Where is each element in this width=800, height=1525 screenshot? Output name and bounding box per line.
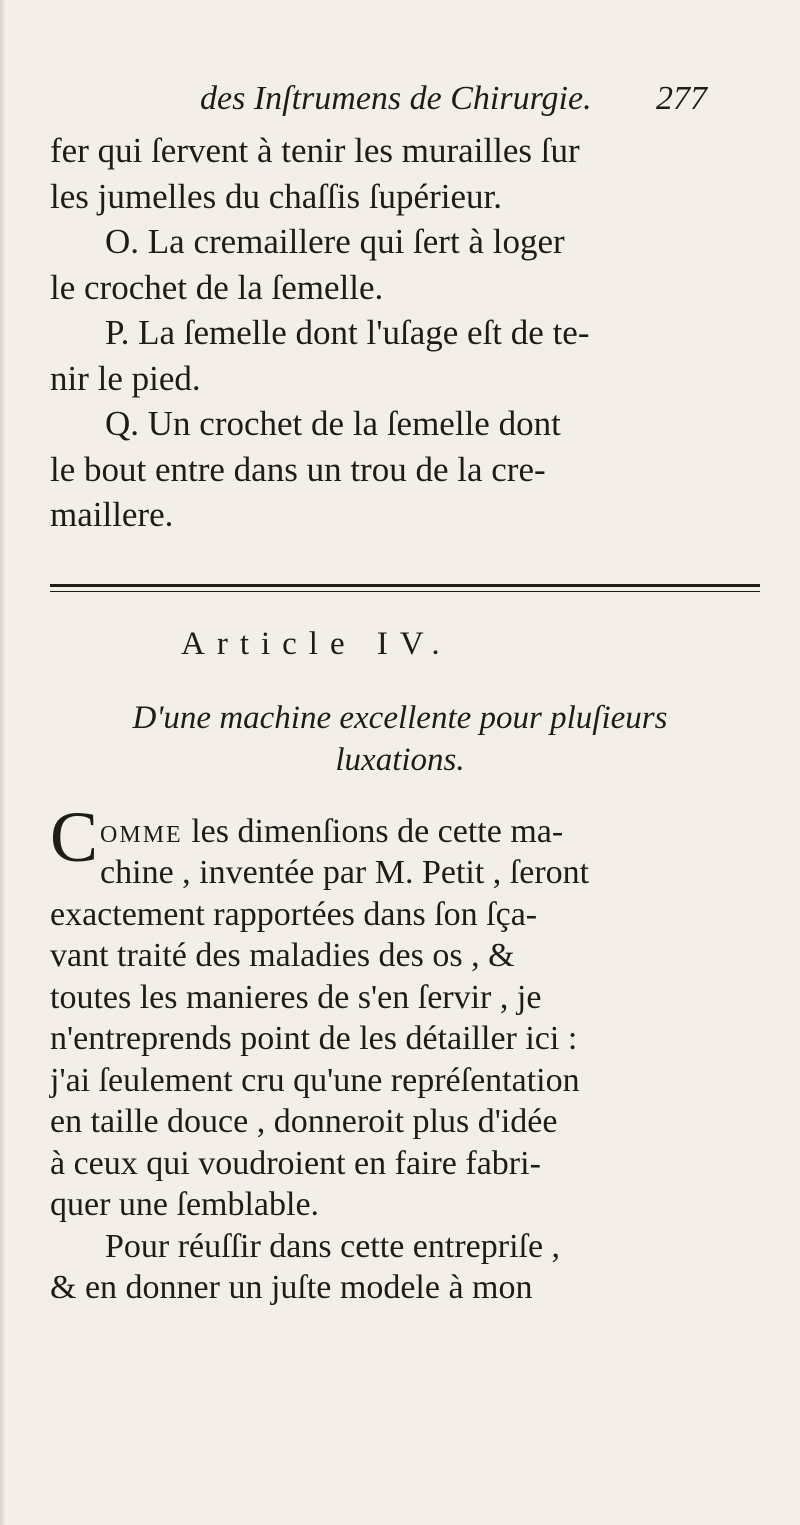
text-line: toutes les manieres de s'en ſervir , je	[50, 978, 542, 1016]
text-line: les jumelles du chaſſis ſupérieur.	[50, 176, 502, 216]
text-line: Q. Un crochet de la ſemelle dont	[105, 404, 561, 443]
running-head-title: des Inſtrumens de Chirurgie.	[200, 80, 592, 117]
text-line: quer une ſemblable.	[50, 1186, 320, 1223]
text-line: chine , inventée par M. Petit , ſeront	[100, 854, 590, 891]
book-page	[50, 80, 765, 1309]
article-subtitle	[50, 697, 750, 781]
section-divider	[50, 584, 765, 592]
divider-thick-rule	[50, 584, 760, 587]
top-paragraphs	[50, 128, 765, 538]
article-body	[50, 796, 765, 1309]
drop-cap: C	[50, 796, 99, 877]
first-line-text: les dimenſions de cette ma-	[182, 812, 564, 850]
page-edge-shadow	[0, 0, 6, 1525]
article-subtitle-line: luxations.	[335, 741, 465, 778]
text-line: n'entreprends point de les détailler ici :	[50, 1020, 578, 1057]
article-subtitle-line: D'une machine excellente pour pluſieurs	[132, 699, 668, 736]
text-line: en taille douce , donneroit plus d'idée	[50, 1103, 558, 1140]
text-line: j'ai ſeulement cru qu'une repréſentation	[50, 1061, 580, 1099]
first-word-smallcaps: omme	[100, 812, 183, 850]
running-head	[50, 80, 765, 128]
page-number: 277	[656, 80, 707, 117]
text-line: à ceux qui voudroient en faire fabri-	[50, 1144, 541, 1182]
text-line: Pour réuſſir dans cette entrepriſe ,	[105, 1227, 561, 1265]
text-line: le crochet de la ſemelle.	[50, 267, 384, 307]
divider-thin-rule	[50, 591, 760, 592]
text-line: le bout entre dans un trou de la cre-	[50, 449, 546, 489]
article-heading: Article IV.	[181, 625, 452, 662]
text-line: maillere.	[50, 495, 174, 534]
text-line: & en donner un juſte modele à mon	[50, 1269, 533, 1306]
text-line: P. La ſemelle dont l'uſage eſt de te-	[105, 313, 590, 352]
text-line: nir le pied.	[50, 358, 201, 398]
text-line: exactement rapportées dans ſon ſça-	[50, 895, 538, 933]
text-line: fer qui ſervent à tenir les murailles ſur	[50, 131, 580, 170]
text-line: vant traité des maladies des os , &	[50, 937, 515, 974]
text-line: O. La cremaillere qui ſert à loger	[105, 222, 565, 261]
